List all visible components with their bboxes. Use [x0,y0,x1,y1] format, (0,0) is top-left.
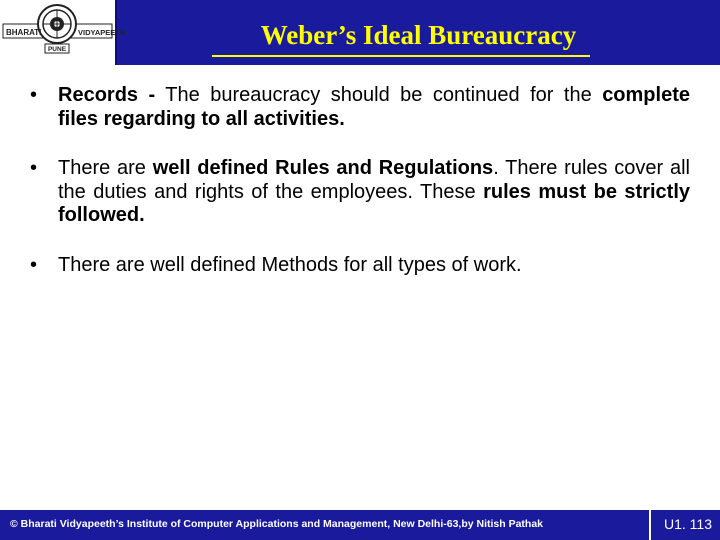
footer-divider [649,510,651,540]
footer-band [0,510,720,540]
emblem-icon [0,0,126,65]
bullet-rules [30,157,690,228]
title-underline [212,55,590,57]
logo-right-text: VIDYAPEETH [78,28,126,37]
records-lead: Records - [58,84,156,106]
bullet-list [30,84,690,303]
bullet-records [30,84,690,131]
bullet-methods [30,254,690,278]
slide-title-text: Weber’s Ideal Bureaucracy [260,20,577,50]
rules-tail: rules must be strictly followed. [58,180,690,226]
bullet-marker: • [30,253,38,276]
header-band [0,0,720,65]
footer-credit: © Bharati Vidyapeeth’s Institute of Computer Applications and Management, New Delhi-63,by Nitish Pathak [10,518,544,530]
logo-left-text: BHARATI [6,28,42,37]
bullet-marker: • [30,157,38,179]
rules-emphasis: well defined Rules and Regulations [152,157,494,179]
methods-text: There are well defined Methods for all types of work. [58,253,522,276]
logo-bottom-text: PUNE [47,46,67,53]
page-number: U1. 113 [664,516,712,532]
records-tail: complete files regarding to all activities. [58,84,690,130]
slide-title [117,20,720,51]
institute-logo [0,0,126,65]
records-text: The bureaucracy should be continued for the [155,84,603,106]
rules-text-start: There are [58,157,153,179]
bullet-marker: • [30,84,38,106]
rules-text-mid: . There rules cover all the duties and rights of the employees. These [58,157,690,203]
